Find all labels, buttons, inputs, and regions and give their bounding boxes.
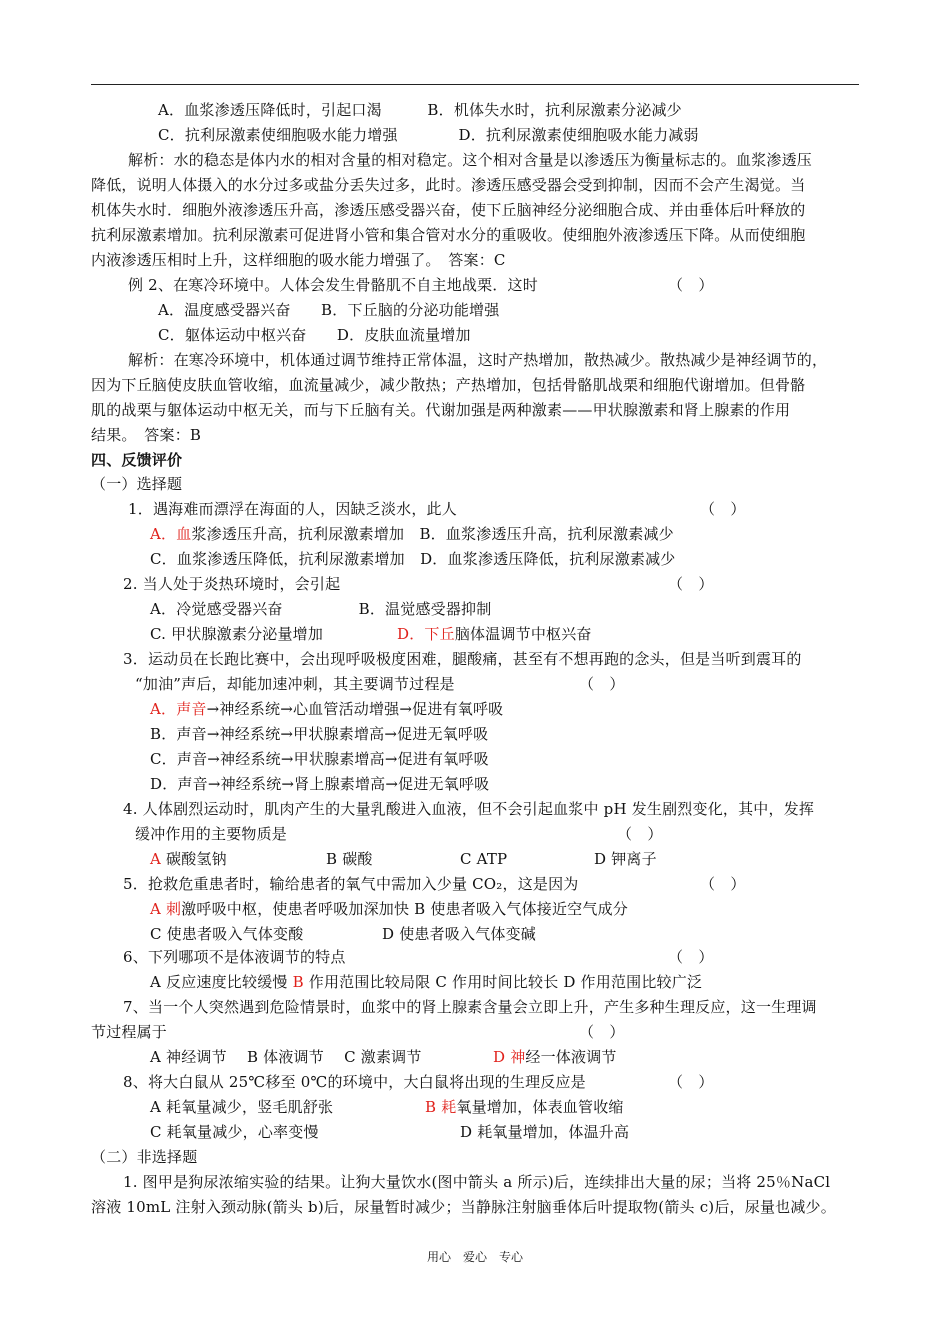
line-text: （一）选择题: [91, 475, 183, 493]
text-line: [150, 897, 628, 921]
text-line: [150, 970, 702, 994]
line-text: （ ）: [668, 276, 714, 294]
line-text: 4. 人体剧烈运动时，肌肉产生的大量乳酸进入血液，但不会引起血浆中 pH 发生剧烈变化，其中，发挥: [123, 800, 815, 818]
text-line: [617, 822, 663, 846]
answer-mark: A．声音: [150, 700, 207, 718]
line-text: （ ）: [700, 875, 746, 893]
text-line: [326, 847, 373, 871]
line-text: 作用范围比较局限 C 作用时间比较长 D 作用范围比较广泛: [303, 973, 703, 991]
text-line: [91, 248, 506, 272]
text-line: [91, 472, 182, 496]
text-line: [128, 273, 538, 297]
text-line: [91, 448, 182, 472]
answer-mark: B: [292, 973, 304, 991]
text-line: [382, 922, 536, 946]
text-line: [460, 1120, 629, 1144]
line-text: 内液渗透压相时上升，这样细胞的吸水能力增强了。 答案：C: [91, 251, 506, 269]
line-text: 浆渗透压升高，抗利尿激素增加 B．血浆渗透压升高，抗利尿激素减少: [191, 525, 674, 543]
line-text: （ ）: [668, 948, 714, 966]
text-line: [150, 522, 674, 546]
text-line: [91, 223, 805, 247]
line-text: 抗利尿激素增加。抗利尿激素可促进肾小管和集合管对水分的重吸收。使细胞外液渗透压下降。从而使细胞: [91, 226, 806, 244]
line-text: （ ）: [700, 500, 746, 518]
text-line: [668, 572, 714, 596]
page-footer: 用心 爱心 专心: [426, 1250, 523, 1264]
line-text: 解析：水的稳态是体内水的相对含量的相对稳定。这个相对含量是以渗透压为衡量标志的。血浆渗透压: [128, 151, 813, 169]
text-line: [123, 995, 817, 1019]
text-line: [150, 747, 489, 771]
line-text: C．躯体运动中枢兴奋 D．皮肤血流量增加: [158, 326, 471, 344]
line-text: 脑体温调节中枢兴奋: [454, 625, 592, 643]
text-line: [150, 772, 489, 796]
line-text: C. 甲状腺激素分泌量增加: [150, 625, 324, 643]
line-text: D 使患者吸入气体变碱: [382, 925, 536, 943]
line-text: 8、将大白鼠从 25℃移至 0℃的环境中，大白鼠将出现的生理反应是: [123, 1073, 586, 1091]
text-line: [150, 697, 503, 721]
text-line: [135, 822, 287, 846]
line-text: A．冷觉感受器兴奋 B．温觉感受器抑制: [150, 600, 492, 618]
line-text: D 耗氧量增加，体温升高: [460, 1123, 630, 1141]
line-text: 机体失水时．细胞外液渗透压升高，渗透压感受器兴奋，使下丘脑神经分泌细胞合成、并由垂体后叶释放的: [91, 201, 806, 219]
text-line: [91, 1020, 167, 1044]
text-line: [460, 847, 507, 871]
line-text: 1. 图甲是狗尿浓缩实验的结果。让狗大量饮水(图中箭头 a 所示)后，连续排出大量的尿；当将 25％NaCl: [123, 1173, 831, 1191]
text-line: [123, 572, 340, 596]
line-text: →神经系统→心血管活动增强→促进有氧呼吸: [206, 700, 504, 718]
line-text: “加油”声后，却能加速冲刺，其主要调节过程是: [135, 675, 455, 693]
line-text: 降低，说明人体摄入的水分过多或盐分丢失过多，此时。渗透压感受器会受到抑制，因而不会产生渴觉。当: [91, 176, 806, 194]
text-line: [91, 1195, 836, 1219]
line-text: B 碳酸: [326, 850, 373, 868]
text-line: [700, 872, 746, 896]
line-text: 结果。 答案：B: [91, 426, 202, 444]
text-line: [150, 1045, 422, 1069]
line-text: 四、反馈评价: [91, 451, 183, 469]
text-line: [123, 945, 346, 969]
line-text: （ ）: [668, 1073, 714, 1091]
line-text: （ ）: [617, 825, 663, 843]
text-line: [668, 1070, 714, 1094]
text-line: [123, 647, 802, 671]
line-text: 溶液 10mL 注射入颈动脉(箭头 b)后，尿量暂时减少；当静脉注射脑垂体后叶提取物(箭头 c)后，尿量也减少。: [91, 1198, 836, 1216]
line-text: 5．抢救危重患者时，输给患者的氧气中需加入少量 CO₂，这是因为: [123, 875, 579, 893]
line-text: 解析：在寒冷环境中，机体通过调节维持正常体温，这时产热增加，散热减少。散热减少是神经调节的，: [128, 351, 828, 369]
line-text: 1．遇海难而漂浮在海面的人，因缺乏淡水，此人: [128, 500, 457, 518]
text-line: [158, 123, 699, 147]
text-line: [91, 1145, 197, 1169]
text-line: [158, 98, 682, 122]
line-text: （ ）: [579, 1023, 625, 1041]
line-text: B．声音→神经系统→甲状腺素增高→促进无氧呼吸: [150, 725, 489, 743]
line-text: D 钾离子: [594, 850, 657, 868]
line-text: 肌的战栗与躯体运动中枢无关，而与下丘脑有关。代谢加强是两种激素——甲状腺激素和肾上腺素的作用: [91, 401, 791, 419]
answer-mark: B 耗: [425, 1098, 457, 1116]
line-text: A．温度感受器兴奋 B．下丘脑的分泌功能增强: [158, 301, 500, 319]
text-line: [150, 847, 227, 871]
text-line: [150, 722, 488, 746]
answer-mark: D 神: [493, 1048, 526, 1066]
line-text: 激呼吸中枢，使患者呼吸加深加快 B 使患者吸入气体接近空气成分: [181, 900, 628, 918]
line-text: C．抗利尿激素使细胞吸水能力增强 D．抗利尿激素使细胞吸水能力减弱: [158, 126, 699, 144]
header-rule: [91, 84, 859, 85]
line-text: 3．运动员在长跑比赛中，会出现呼吸极度困难，腿酸痛，甚至有不想再跑的念头，但是当听到震耳的: [123, 650, 802, 668]
text-line: [158, 298, 499, 322]
text-line: [128, 497, 457, 521]
line-text: C．声音→神经系统→甲状腺素增高→促进有氧呼吸: [150, 750, 489, 768]
text-line: [123, 1070, 586, 1094]
text-line: [579, 1020, 625, 1044]
text-line: [91, 173, 805, 197]
text-line: [128, 148, 812, 172]
line-text: 节过程属于: [91, 1023, 168, 1041]
line-text: 2. 当人处于炎热环境时，会引起: [123, 575, 341, 593]
text-line: [91, 198, 805, 222]
text-line: [123, 872, 579, 896]
text-line: [91, 423, 201, 447]
line-text: C．血浆渗透压降低，抗利尿激素增加 D．血浆渗透压降低，抗利尿激素减少: [150, 550, 676, 568]
line-text: （二）非选择题: [91, 1148, 198, 1166]
answer-mark: A．血: [150, 525, 192, 543]
text-line: [493, 1045, 617, 1069]
text-line: [425, 1095, 624, 1119]
line-text: （ ）: [579, 675, 625, 693]
text-line: [700, 497, 746, 521]
text-line: [91, 398, 790, 422]
line-text: A 耗氧量减少，竖毛肌舒张: [150, 1098, 334, 1116]
line-text: 氧量增加，体表血管收缩: [456, 1098, 624, 1116]
text-line: [668, 273, 714, 297]
line-text: A 神经调节 B 体液调节 C 激素调节: [150, 1048, 422, 1066]
answer-mark: A: [150, 850, 162, 868]
line-text: C 耗氧量减少，心率变慢: [150, 1123, 319, 1141]
line-text: 经一体液调节: [525, 1048, 617, 1066]
answer-mark: D．下丘: [397, 625, 455, 643]
text-line: [397, 622, 592, 646]
text-line: [150, 1120, 319, 1144]
line-text: 因为下丘脑使皮肤血管收缩，血流量减少，减少散热；产热增加，包括骨骼肌战栗和细胞代谢增加。但骨骼: [91, 376, 806, 394]
line-text: C ATP: [460, 850, 508, 868]
line-text: 6、下列哪项不是体液调节的特点: [123, 948, 346, 966]
line-text: （ ）: [668, 575, 714, 593]
line-text: D．声音→神经系统→肾上腺素增高→促进无氧呼吸: [150, 775, 490, 793]
text-line: [150, 597, 491, 621]
text-line: [150, 1095, 333, 1119]
text-line: [91, 373, 805, 397]
text-line: [158, 323, 471, 347]
line-text: A 反应速度比较缓慢: [150, 973, 293, 991]
line-text: 缓冲作用的主要物质是: [135, 825, 288, 843]
text-line: [150, 547, 676, 571]
line-text: 例 2、在寒冷环境中。人体会发生骨骼肌不自主地战栗．这时: [128, 276, 538, 294]
text-line: [128, 348, 827, 372]
text-line: [135, 672, 455, 696]
answer-mark: A 刺: [150, 900, 182, 918]
text-line: [123, 1170, 830, 1194]
line-text: 碳酸氢钠: [161, 850, 227, 868]
line-text: A．血浆渗透压降低时，引起口渴 B．机体失水时，抗利尿激素分泌减少: [158, 101, 682, 119]
text-line: [594, 847, 657, 871]
text-line: [123, 797, 814, 821]
text-line: [579, 672, 625, 696]
line-text: C 使患者吸入气体变酸: [150, 925, 304, 943]
text-line: [668, 945, 714, 969]
text-line: [150, 622, 323, 646]
text-line: [150, 922, 303, 946]
line-text: 7、当一个人突然遇到危险情景时，血浆中的肾上腺素含量会立即上升，产生多种生理反应，这一生理调: [123, 998, 817, 1016]
